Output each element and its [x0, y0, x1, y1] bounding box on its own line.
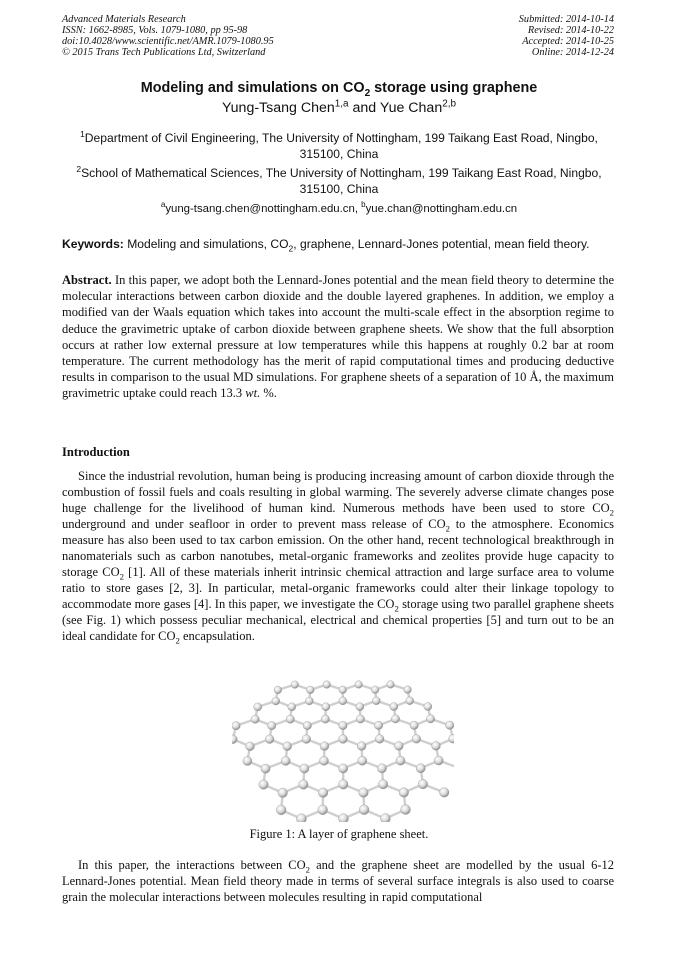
- email-a[interactable]: yung-tsang.chen@nottingham.edu.cn: [165, 203, 355, 215]
- graphene-figure: [232, 657, 454, 822]
- section-heading-introduction: Introduction: [62, 445, 130, 459]
- carbon-atom: [410, 721, 418, 729]
- carbon-atom: [426, 715, 434, 723]
- carbon-atom: [272, 697, 280, 705]
- carbon-atom: [283, 742, 292, 751]
- carbon-atom: [318, 805, 328, 815]
- carbon-atom: [261, 764, 270, 773]
- carbon-atom: [406, 697, 414, 705]
- issn-line: ISSN: 1662-8985, Vols. 1079-1080, pp 95-98: [62, 25, 248, 36]
- carbon-atom: [380, 814, 390, 822]
- carbon-atom: [320, 742, 329, 751]
- carbon-atom: [267, 721, 275, 729]
- carbon-atom: [254, 703, 262, 711]
- carbon-atom: [434, 756, 443, 765]
- carbon-atom: [259, 780, 268, 789]
- author-1: Yung-Tsang Chen: [221, 100, 335, 116]
- carbon-atom: [359, 805, 369, 815]
- carbon-atom: [319, 756, 328, 765]
- carbon-atom: [418, 779, 427, 788]
- carbon-atom: [243, 756, 252, 765]
- carbon-atom: [359, 788, 369, 798]
- carbon-atom: [286, 715, 294, 723]
- carbon-atom: [339, 686, 347, 694]
- carbon-atom: [276, 805, 286, 815]
- keywords: Keywords: Modeling and simulations, $CO_2$, graphene, Lennard-Jones potential, mean field theory.: [62, 237, 590, 254]
- carbon-atom: [321, 715, 329, 723]
- carbon-atom: [323, 681, 331, 689]
- carbon-atom: [378, 780, 387, 789]
- intro-paragraph-1: Since the industrial revolution, human being is producing increasing amount of carbon dioxide through the combustion of fossil fuels and coals resulting in global warming. The severely adverse climate changes pose huge challenge for the livelihood of human kind. Numerous methods have been used to store $CO_2$ underground and under seafloor in order to prevent mass release of $CO_2$ to the atmosphere. Economics measure has also been used to tax carbon emission. On the other hand, recent technological breakthrough in nanomaterials such as carbon nanotubes, metal-organic frameworks and zeolites provide huge capacity to storage $CO_2$ [1]. All of these materials inherit intrinsic chemical attraction and large surface area to volume ratio to store gases [2, 3]. In particular, metal-organic frameworks could alter their linkage topology to accommodate more gases [4]. In this paper, we investigate the $CO_2$ storage using two parallel graphene sheets (see Fig. 1) which possess peculiar mechanical, electrical and chemical properties [5] and turn out to be an ideal candidate for $CO_2$ encapsulation.: [62, 469, 615, 646]
- revised-date: Revised: 2014-10-22: [527, 25, 614, 36]
- carbon-atom: [318, 788, 328, 798]
- carbon-atom: [306, 686, 314, 694]
- carbon-atom: [339, 780, 348, 789]
- journal-name: Advanced Materials Research: [62, 14, 186, 25]
- carbon-atom: [274, 686, 282, 694]
- carbon-atom: [355, 681, 363, 689]
- carbon-atom: [371, 686, 379, 694]
- paper-title: Modeling and simulations on $CO_2$ storage using graphene: [140, 80, 538, 99]
- email-b[interactable]: yue.chan@nottingham.edu.cn: [365, 203, 518, 215]
- carbon-atom: [288, 703, 296, 711]
- carbon-atom: [339, 735, 348, 744]
- carbon-atom: [391, 715, 399, 723]
- carbon-atom: [232, 722, 240, 730]
- carbon-atom: [439, 788, 449, 798]
- doi-line: doi:10.4028/www.scientific.net/AMR.1079-1080.95: [62, 36, 274, 47]
- author-2: Yue Chan: [379, 100, 443, 116]
- carbon-atom: [449, 734, 454, 743]
- carbon-atom: [291, 681, 299, 689]
- carbon-atom: [432, 741, 441, 750]
- carbon-atom: [300, 764, 309, 773]
- carbon-atom: [387, 681, 395, 689]
- carbon-atom: [339, 697, 347, 705]
- carbon-atom: [396, 756, 405, 765]
- keywords-label: Keywords:: [62, 237, 124, 251]
- carbon-atom: [338, 814, 348, 822]
- carbon-atom: [265, 735, 274, 744]
- carbon-atom: [305, 697, 313, 705]
- journal-header-right: [519, 14, 614, 58]
- carbon-atom: [251, 715, 259, 723]
- carbon-atom: [357, 742, 366, 751]
- intro-paragraph-2: In this paper, the interactions between $CO_2$ and the graphene sheet are modelled by the usual 6-12 Lennard-Jones potential. Mean field theory made in terms of several surface integrals is also used to coarse grain the molecular interactions between molecules resulting in rapid computational: [62, 858, 615, 905]
- author-emails: $^a$yung-tsang.chen@nottingham.edu.cn, $^b$yue.chan@nottingham.edu.cn: [160, 200, 518, 215]
- carbon-atom: [296, 814, 306, 822]
- carbon-atom: [375, 735, 384, 744]
- carbon-atom: [372, 697, 380, 705]
- graphene-sheet-illustration: [232, 657, 454, 822]
- carbon-atom: [322, 703, 330, 711]
- carbon-atom: [356, 703, 364, 711]
- accepted-date: Accepted: 2014-10-25: [522, 36, 614, 47]
- carbon-atom: [390, 703, 398, 711]
- carbon-atom: [339, 764, 348, 773]
- carbon-atom: [339, 721, 347, 729]
- carbon-atom: [394, 742, 403, 751]
- figure-caption: Figure 1: A layer of graphene sheet.: [249, 827, 429, 841]
- journal-header-left: [62, 14, 274, 58]
- abstract: Abstract. In this paper, we adopt both the Lennard-Jones potential and the mean field theory to determine the molecular interactions between carbon dioxide and the double layered graphenes. In addition, we employ a modified van der Waals equation which takes into account the multi-scale effect in the absorption regime to deduce the gravimetric uptake of carbon dioxide between graphene sheets. We show that the full absorption occurs at rather low external pressure at low temperatures while this happens at roughly 0.2 bar at room temperature. The current methodology has the merit of rapid computational times and producing deductive results in comparison to the usual MD simulations. For graphene sheets of a separation of 10 Å, the maximum gravimetric uptake could reach 13.3 wt. %.: [62, 273, 614, 401]
- online-date: Online: 2014-12-24: [531, 47, 614, 58]
- affiliation-1: $^1$Department of Civil Engineering, The University of Nottingham, 199 Taikang East Road, Ningbo, 315100, China: [80, 128, 598, 161]
- authors: Yung-Tsang Chen$^{1,a}$ and Yue Chan$^{2,b}$: [221, 98, 457, 116]
- carbon-atom: [299, 780, 308, 789]
- carbon-atom: [302, 735, 311, 744]
- abstract-label: Abstract.: [62, 273, 112, 287]
- carbon-atom: [399, 788, 409, 798]
- affiliation-2: $^2$School of Mathematical Sciences, The University of Nottingham, 199 Taikang East Road, Ningbo, 315100, China: [76, 163, 602, 196]
- carbon-atom: [445, 721, 453, 729]
- carbon-atom: [358, 756, 367, 765]
- carbon-atom: [232, 735, 237, 744]
- carbon-atom: [416, 764, 425, 773]
- carbon-atom: [412, 734, 421, 743]
- carbon-atom: [356, 715, 364, 723]
- carbon-atom: [374, 721, 382, 729]
- copyright-line: © 2015 Trans Tech Publications Ltd, Switzerland: [62, 47, 266, 58]
- carbon-atom: [377, 764, 386, 773]
- carbon-atom: [281, 756, 290, 765]
- carbon-atom: [424, 703, 432, 711]
- submitted-date: Submitted: 2014-10-14: [518, 14, 614, 25]
- carbon-atom: [303, 721, 311, 729]
- carbon-atom: [401, 805, 411, 815]
- carbon-atom: [246, 742, 255, 751]
- carbon-atom: [404, 686, 412, 694]
- carbon-atom: [278, 788, 288, 798]
